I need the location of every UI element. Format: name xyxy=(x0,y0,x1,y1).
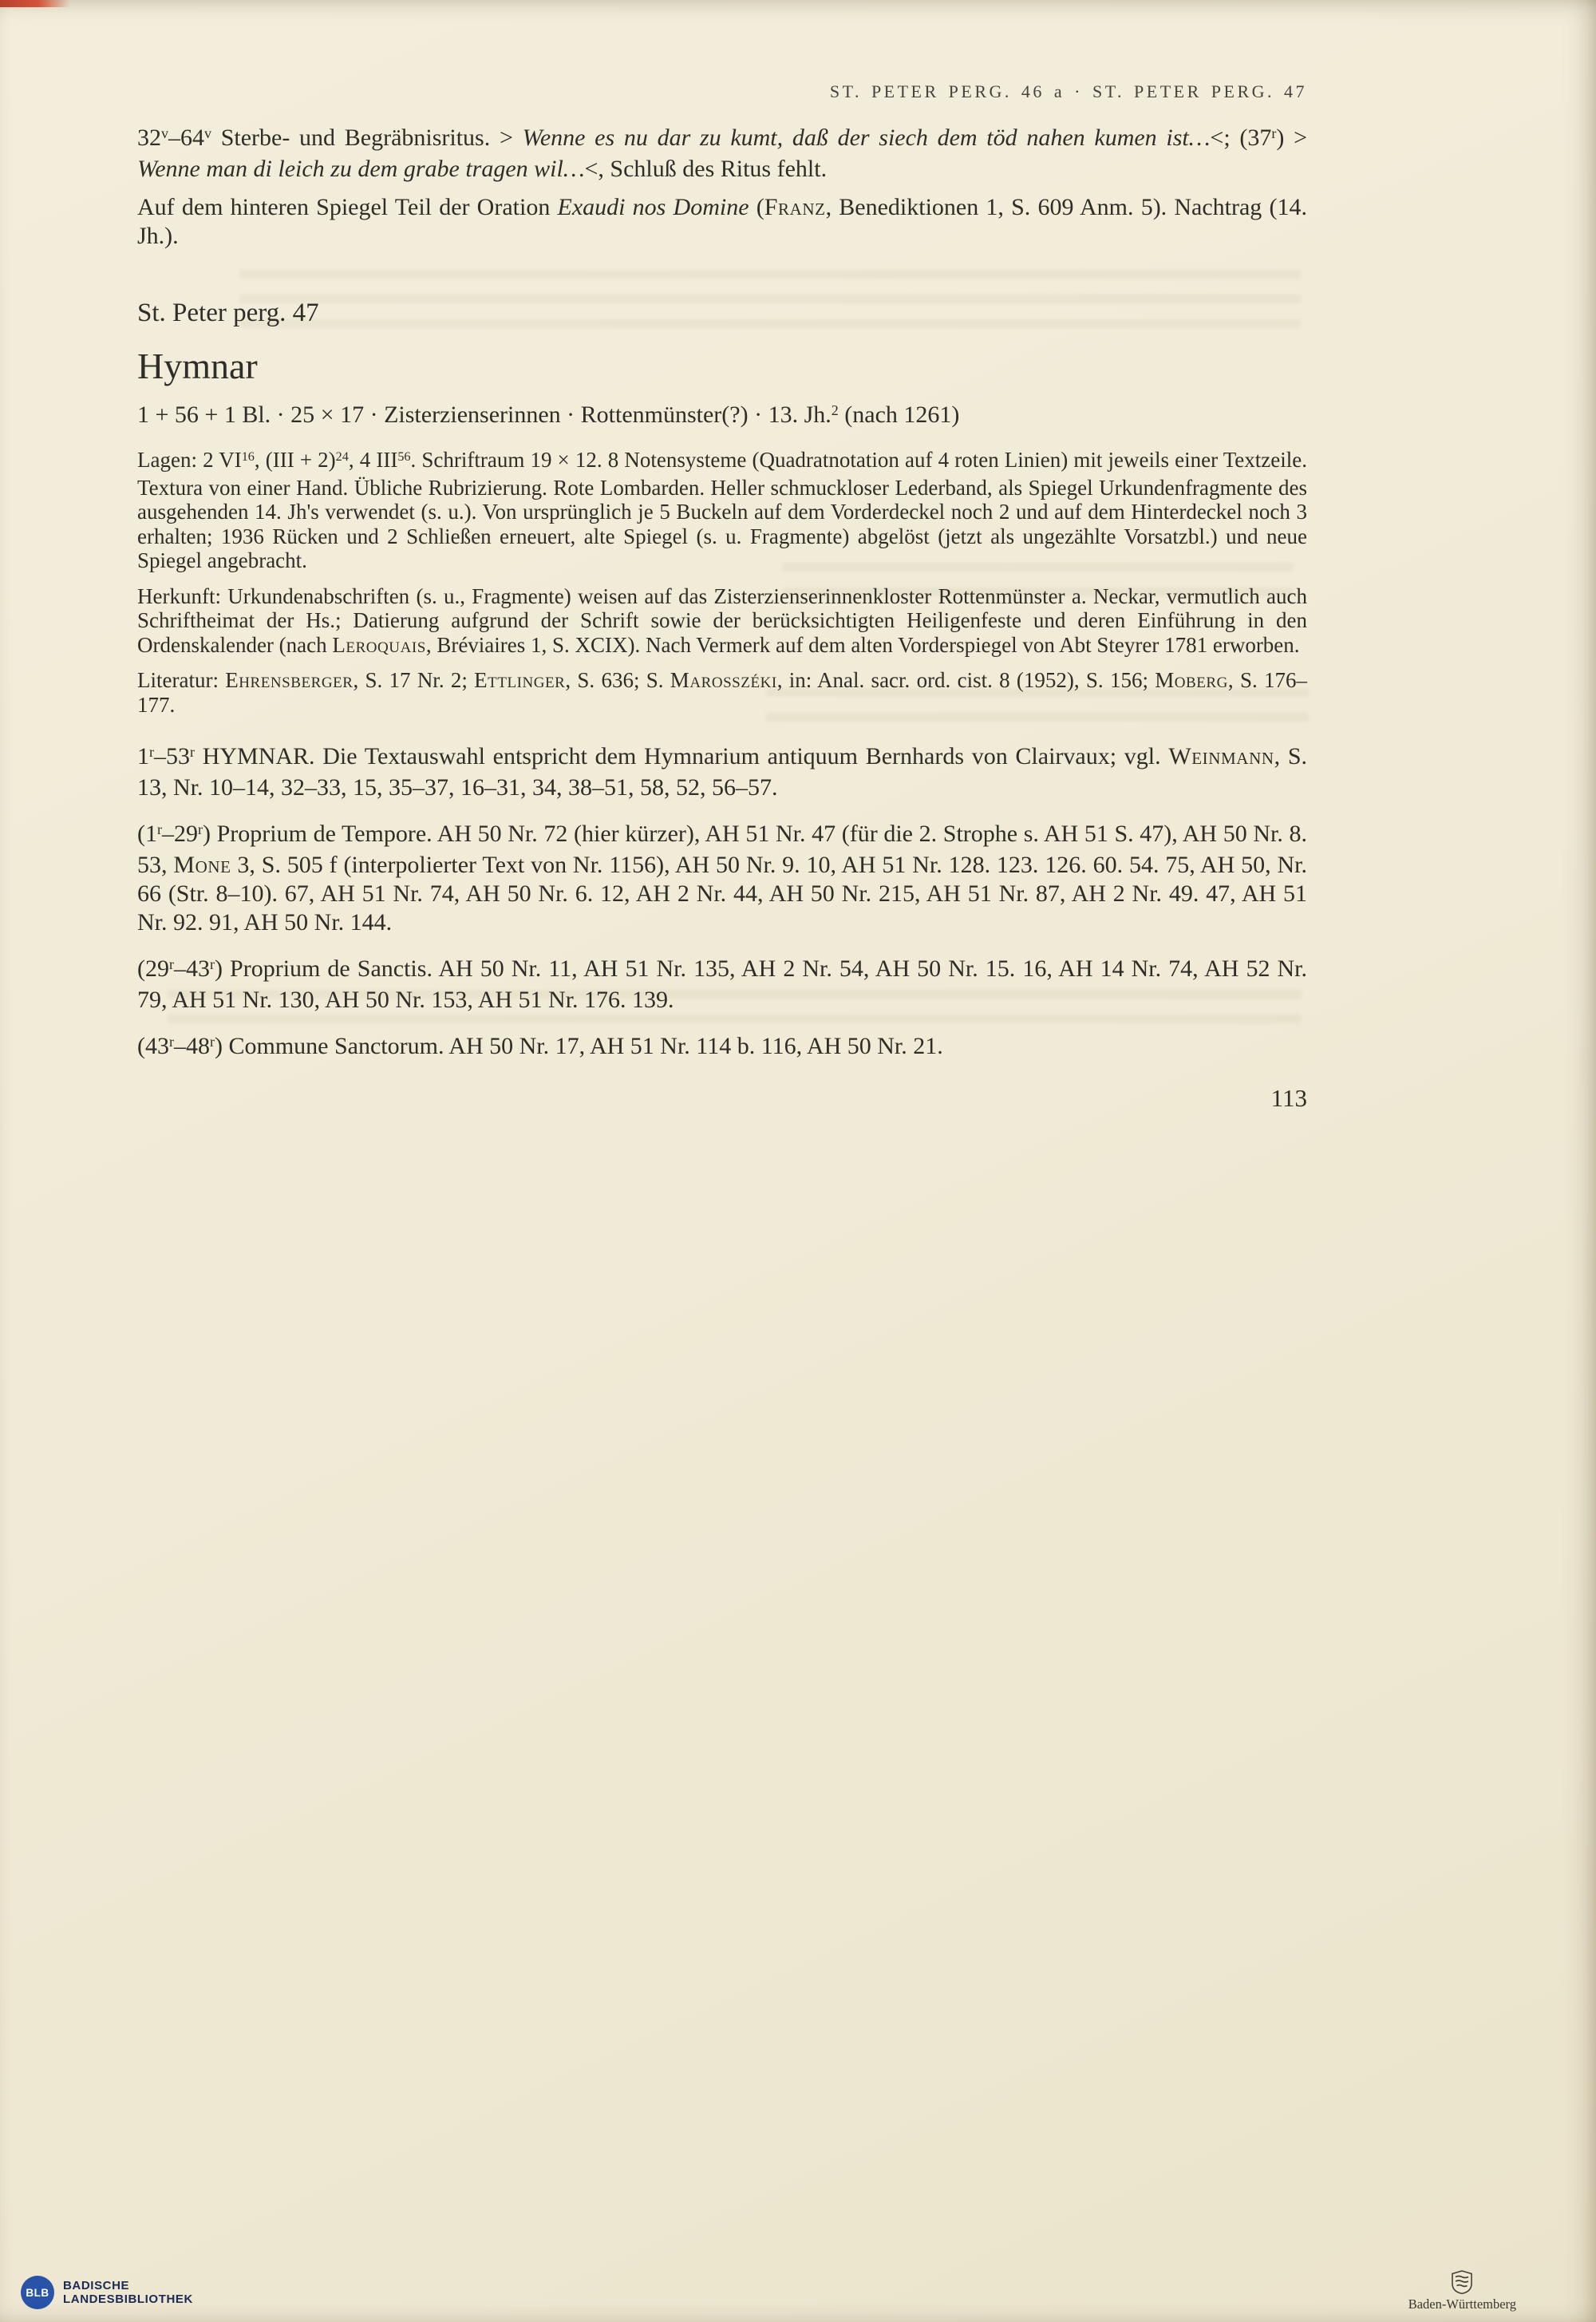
page-number: 113 xyxy=(1270,1084,1307,1112)
library-name xyxy=(63,2279,193,2307)
running-head: ST. PETER PERG. 46 a · ST. PETER PERG. 47 xyxy=(829,81,1307,101)
state-name: Baden-Württemberg xyxy=(1408,2296,1516,2312)
provenance-paragraph: Herkunft: Urkundenabschriften (s. u., Fragmente) weisen auf das Zisterzienserinnenkloster Rottenmünster a. Neckar, vermutlich auch Schriftheimat der Hs.; Datierung aufgrund der Schrift sowie der berücksichtigten Heiligenfeste und deren Einführung in den Ordenskalender (nach Leroquais, Bréviaires 1, S. XCIX). Nach Vermerk auf dem alten Vorderspiegel von Abt Steyrer 1781 erworben. xyxy=(137,583,1307,657)
content-overview-paragraph: 1$^r$–53$^r$ HYMNAR. Die Textauswahl entspricht dem Hymnarium antiquum Bernhards von Clairvaux; vgl. Weinmann, S. 13, Nr. 10–14, 32–33, 15, 35–37, 16–31, 34, 38–51, 58, 52, 56–57. xyxy=(137,743,1308,801)
state-crest-icon xyxy=(1452,2270,1472,2294)
prev-entry-paragraph: 32$^v$–64$^v$ Sterbe- und Begräbnisritus. > Wenne es nu dar zu kumt, daß der siech dem töd nahen kumen ist…<; $(37^r)$ > Wenne man di leich zu dem grabe tragen wil…<, Schluß des Ritus fehlt. xyxy=(137,125,1307,182)
shelfmark-heading: St. Peter perg. 47 xyxy=(137,299,319,327)
collation-line: 1 + 56 + 1 Bl. · 25 × 17 · Zisterzienserinnen · Rottenmünster(?) · 13. Jh.$^2$ (nach 1261) xyxy=(137,402,960,428)
literature-paragraph: Literatur: Ehrensberger, S. 17 Nr. 2; Ettlinger, S. 636; S. Marosszéki, in: Anal. sacr. ord. cist. 8 (1952), S. 156; Moberg, S. 176–177. xyxy=(137,668,1307,717)
manuscript-title: Hymnar xyxy=(137,346,258,386)
library-name-line2: LANDESBIBLIOTHEK xyxy=(63,2292,193,2306)
spiegel-note-paragraph: Auf dem hinteren Spiegel Teil der Oration Exaudi nos Domine (Franz, Benediktionen 1, S. 609 Anm. 5). Nachtrag (14. Jh.). xyxy=(137,194,1307,249)
blb-logo: BLB xyxy=(21,2276,54,2309)
commune-sanctorum-paragraph: (43$^r$–48$^r$) Commune Sanctorum. AH 50 Nr. 17, AH 51 Nr. 114 b. 116, AH 50 Nr. 21. xyxy=(137,1033,943,1059)
proprium-de-tempore-paragraph: (1$^r$–29$^r$) Proprium de Tempore. AH 50 Nr. 72 (hier kürzer), AH 51 Nr. 47 (für die 2. Strophe s. AH 51 S. 47), AH 50 Nr. 8. 53, Mone 3, S. 505 f (interpolierter Text von Nr. 1156), AH 50 Nr. 9. 10, AH 51 Nr. 128. 123. 126. 60. 54. 75, AH 50, Nr. 66 (Str. 8–10). 67, AH 51 Nr. 74, AH 50 Nr. 6. 12, AH 2 Nr. 44, AH 50 Nr. 215, AH 51 Nr. 87, AH 2 Nr. 49. 47, AH 51 Nr. 92. 91, AH 50 Nr. 144. xyxy=(137,821,1307,936)
state-brand xyxy=(1408,2270,1516,2312)
scan-footer xyxy=(0,2258,1596,2322)
scan-artifact-red xyxy=(0,0,70,7)
library-name-line1: BADISCHE xyxy=(63,2278,130,2292)
codicology-paragraph: Lagen: 2 VI$^{16}$, (III + 2)$^{24}$, 4 III$^{56}$. Schriftraum 19 × 12. 8 Notensysteme (Quadratnotation auf 4 roten Linien) mit jeweils einer Textzeile. Textura von einer Hand. Übliche Rubrizierung. Rote Lombarden. Heller schmuckloser Lederband, als Spiegel Urkundenfragmente des ausgehenden 14. Jh's verwendet (s. u.). Von ursprünglich je 5 Buckeln auf dem Vorderdeckel noch 2 und auf dem Hinterdeckel noch 3 erhalten; 1936 Rücken und 2 Schließen erneuert, alte Spiegel (s. u. Fragmente) abgelöst (jetzt als ungezählte Vorsatzbl.) und neue Spiegel angebracht. xyxy=(137,448,1307,572)
library-brand xyxy=(21,2276,193,2309)
proprium-de-sanctis-paragraph: (29$^r$–43$^r$) Proprium de Sanctis. AH 50 Nr. 11, AH 51 Nr. 135, AH 2 Nr. 54, AH 50 Nr. 15. 16, AH 14 Nr. 74, AH 52 Nr. 79, AH 51 Nr. 130, AH 50 Nr. 153, AH 51 Nr. 176. 139. xyxy=(137,955,1307,1013)
text-column xyxy=(137,124,1307,1113)
